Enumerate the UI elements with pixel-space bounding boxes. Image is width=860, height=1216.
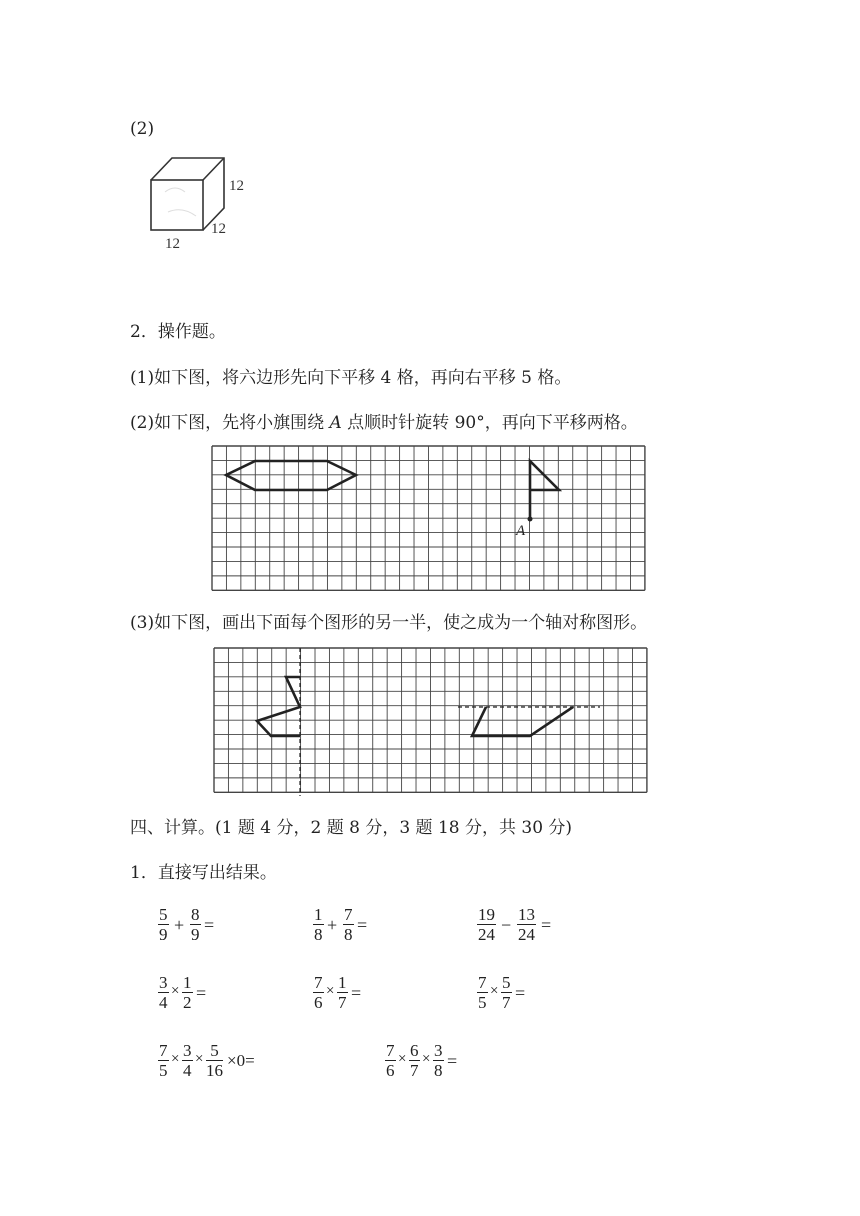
q2-sub2: (2)如下图，先将小旗围绕 A 点顺时针旋转 90°，再向下平移两格。 — [130, 413, 638, 433]
cube-label-width: 12 — [165, 236, 180, 252]
cube-label-depth: 12 — [211, 221, 226, 237]
part-label: (2) — [130, 119, 155, 139]
q2-sub1: (1)如下图，将六边形先向下平移 4 格，再向右平移 5 格。 — [130, 368, 572, 388]
q2-sub3: (3)如下图，画出下面每个图形的另一半，使之成为一个轴对称图形。 — [130, 613, 648, 633]
half-figure-right — [472, 707, 573, 736]
section4-title: 四、计算。(1 题 4 分，2 题 8 分，3 题 18 分，共 30 分) — [130, 818, 573, 838]
cube-label-height: 12 — [229, 178, 244, 194]
section4-q1-title: 1．直接写出结果。 — [130, 863, 277, 883]
q2-title: 2．操作题。 — [130, 322, 226, 342]
point-a-text: A — [329, 413, 342, 433]
half-figure-left — [257, 677, 300, 736]
point-a-label: A — [516, 523, 526, 539]
